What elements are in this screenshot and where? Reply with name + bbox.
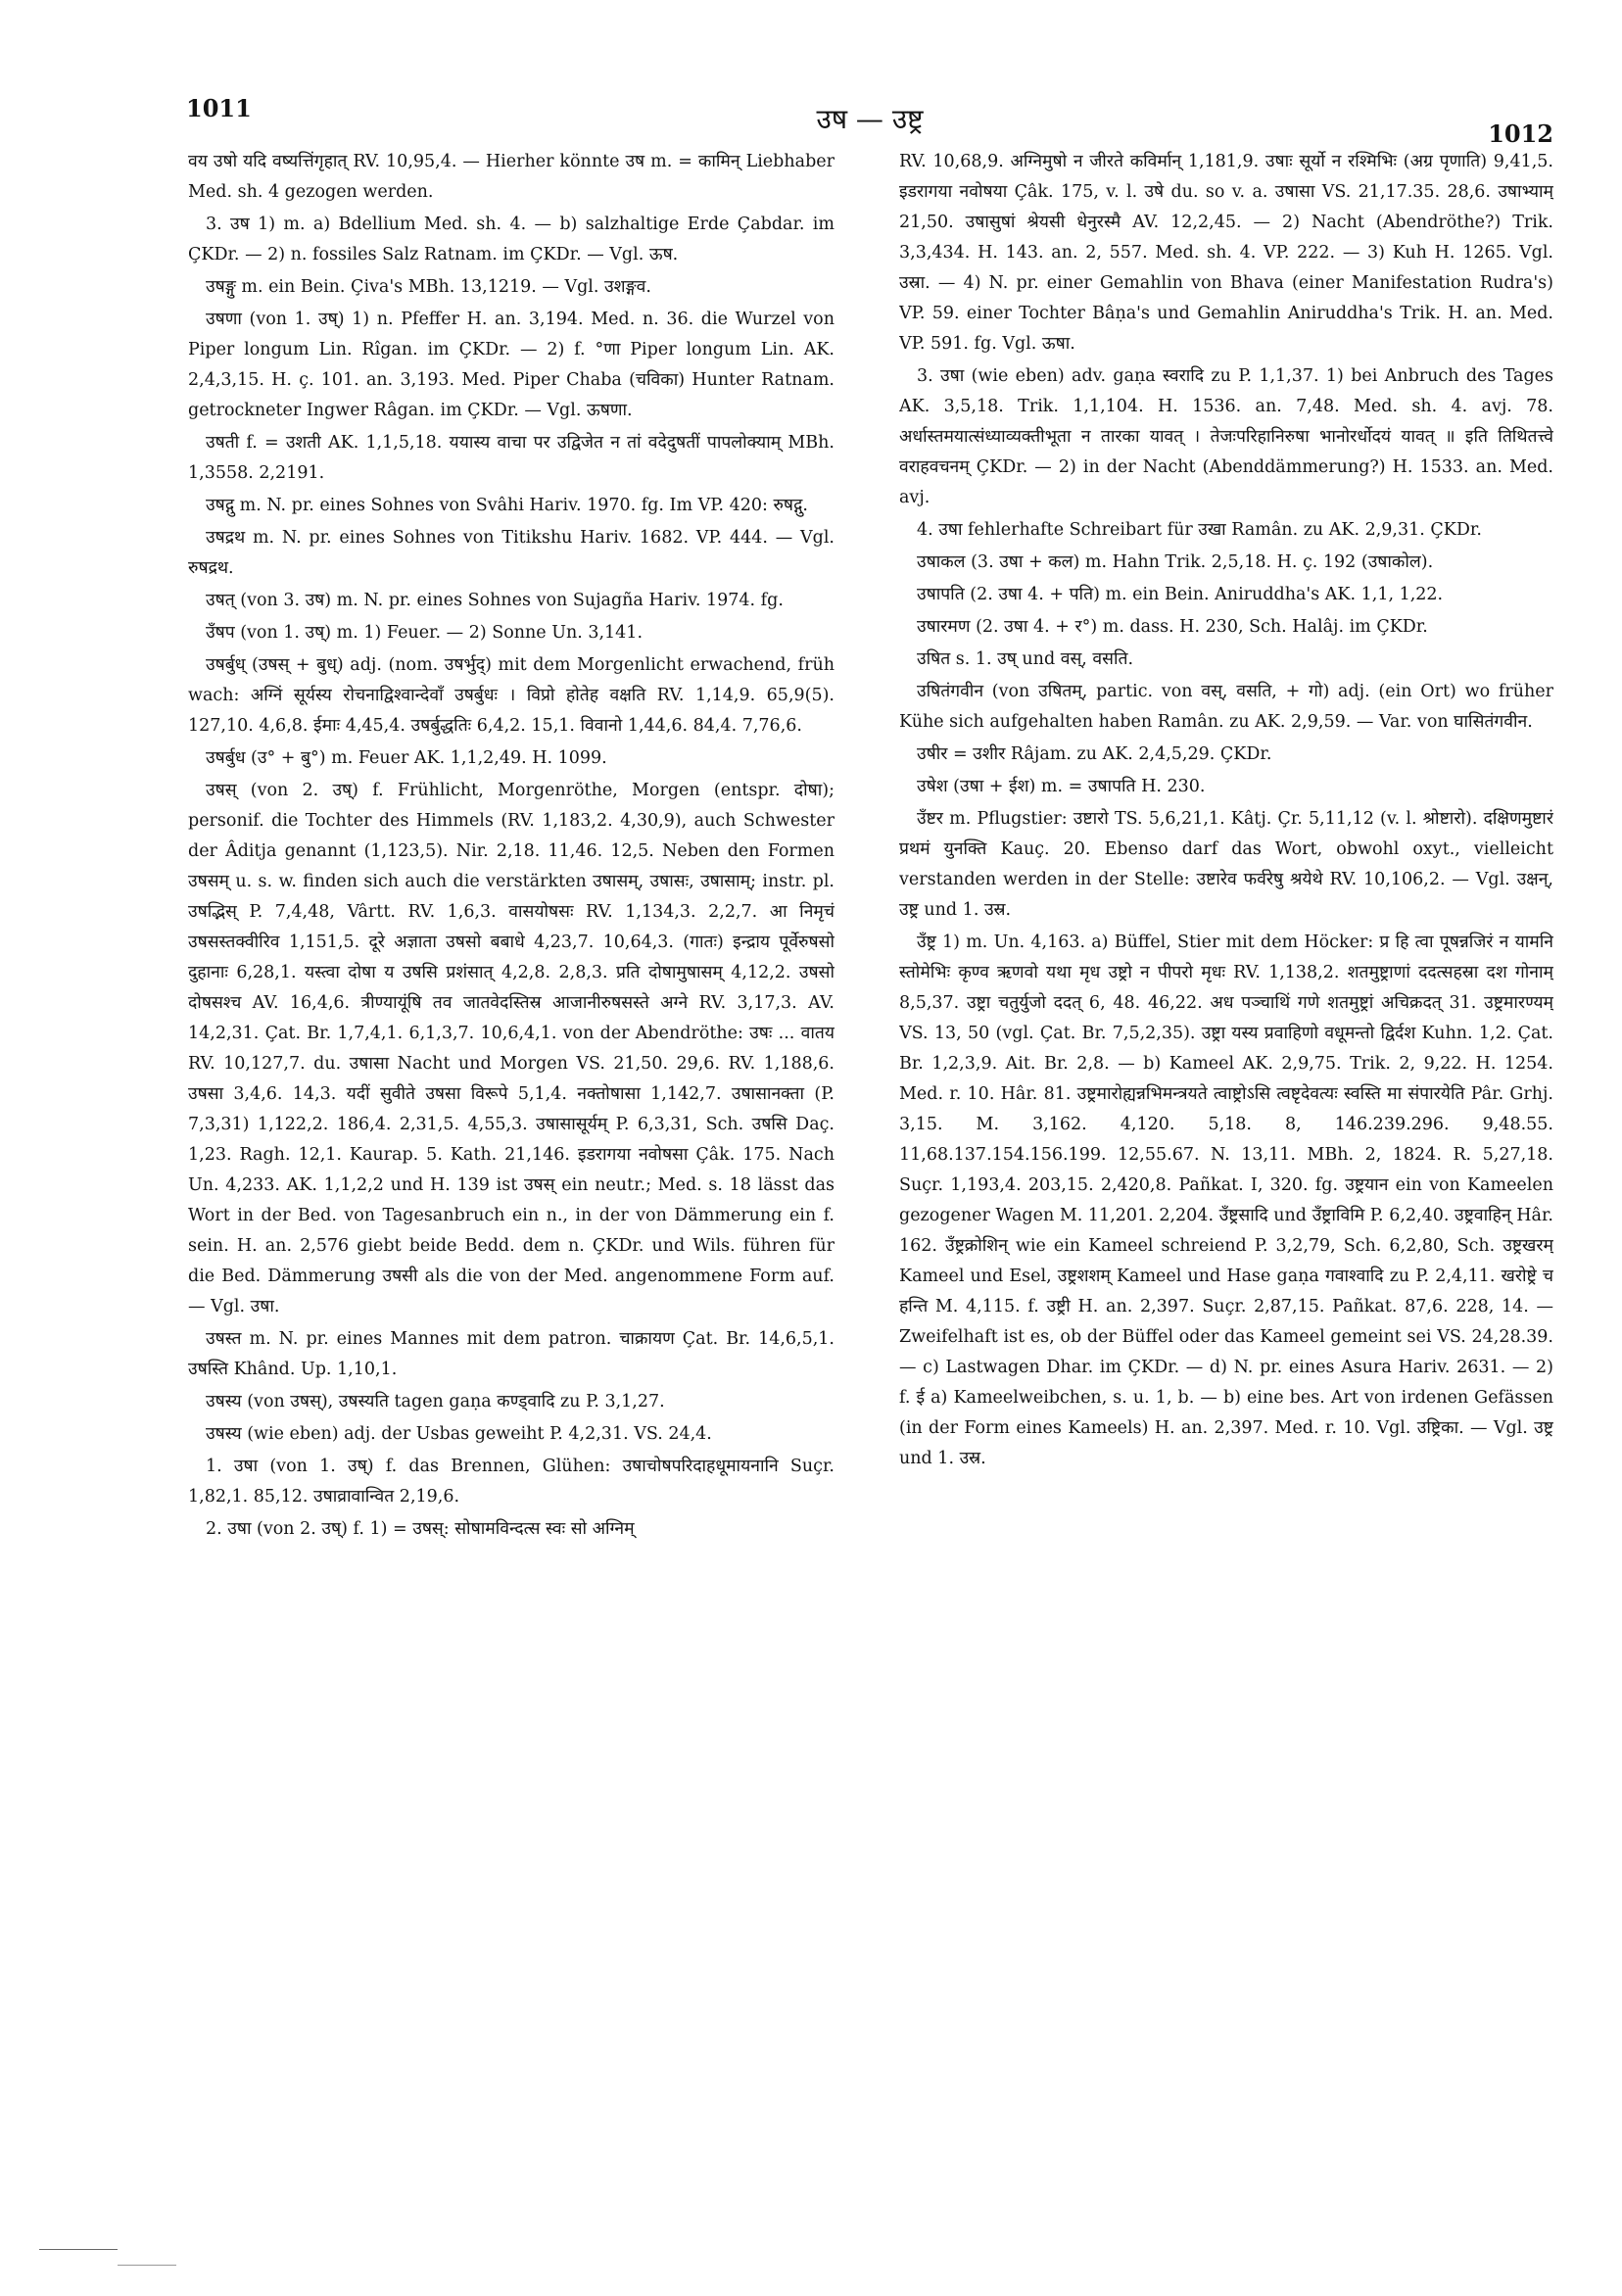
dictionary-entry: उषस्य (von उषस्), उषस्यति tagen gaṇa कण्ड्वादि zu P. 3,1,27. [206, 1392, 665, 1411]
dictionary-entry: उषङ्गु m. ein Bein. Çiva's MBh. 13,1219. — Vgl. उशङ्गव. [206, 277, 651, 297]
dictionary-entry: उषर्बुध (उ° + बु°) m. Feuer AK. 1,1,2,49. H. 1099. [206, 748, 607, 768]
dictionary-entry: उषारमण (2. उषा 4. + र°) m. dass. H. 230, Sch. Halâj. im ÇKDr. [917, 617, 1428, 637]
dictionary-entry: 2. उषा (von 2. उष्) f. 1) = उषस्: सोषामविन्दत्स स्वः सो अग्निम् [206, 1519, 635, 1539]
entry-text: वय उषो यदि वष्यत्तिंगृहात् RV. 10,95,4. — Hierher könnte उष m. = कामिन् Liebhaber Med. sh. 4 gezogen werden. [188, 152, 835, 202]
dictionary-entry: 4. उषा fehlerhafte Schreibart für उखा Ramân. zu AK. 2,9,31. ÇKDr. [917, 520, 1482, 540]
dictionary-entry: उषर्बुध् (उषस् + बुध्) adj. (nom. उषर्भुद्) mit dem Morgenlicht erwachend, früh wach: अग्निं सूर्यस्य रोचनाद्विश्वान्देवाँ उषर्बुधः । विप्रो होतेह वक्षति RV. 1,14,9. 65,9(5). 127,10. 4,6,8. ईमाः 4,45,4. उषर्बुद्धतिः 6,4,2. 15,1. विवानो 1,44,6. 84,4. 7,76,6. [188, 655, 835, 736]
running-header [186, 94, 1553, 148]
dictionary-entry: उषस् (von 2. उष्) f. Frühlicht, Morgenröthe, Morgen (entspr. दोषा); personif. die Tochter des Himmels (RV. 1,183,2. 4,30,9), auch Schwester der Âditja genannt (1,123,5). Nir. 2,18. 11,46. 12,5. Neben den Formen उषसम् u. s. w. finden sich auch die verstärkten उषासम्, उषासः, उषासाम्; instr. pl. उषद्भिस् P. 7,4,48, Vârtt. RV. 1,6,3. वासयोषसः RV. 1,134,3. 2,2,7. आ निमृचं उषसस्तक्वीरिव 1,151,5. दूरे अज्ञाता उषसो बबाधे 4,23,7. 10,64,3. (गातः) इन्द्राय पूर्वेरुषसो दुहानाः 6,28,1. यस्त्वा दोषा य उषसि प्रशंसात् 4,2,8. 2,8,3. प्रति दोषामुषासम् 4,12,2. उषसो दोषसश्च AV. 16,4,6. त्रीण्यायूंषि तव जातवेदस्तिस्र आजानीरुषसस्ते अग्ने RV. 3,17,3. AV. 14,2,31. Çat. Br. 1,7,4,1. 6,1,3,7. 10,6,4,1. von der Abendröthe: उषः ... वातय RV. 10,127,7. du. उषासा Nacht und Morgen VS. 21,50. 29,6. RV. 1,188,6. उषसा 3,4,6. 14,3. यदीं सुवीते उषसा विरूपे 5,1,4. नक्तोषासा 1,142,7. उषासानक्ता (P. 7,3,31) 1,122,2. 186,4. 2,31,5. 4,55,3. उषासासूर्यम् P. 6,3,31, Sch. उषसि Daç. 1,23. Ragh. 12,1. Kaurap. 5. Kath. 21,146. इडरागया नवोषसा Çâk. 175. Nach Un. 4,233. AK. 1,1,2,2 und H. 139 ist उषस् ein neutr.; Med. s. 18 lässt das Wort in der Bed. von Tagesanbruch ein n., in der von Dämmerung ein f. sein. H. an. 2,576 giebt beide Bedd. dem n. ÇKDr. und Wils. führen für die Bed. Dämmerung उषसी als die von der Med. angenommene Form auf. — Vgl. उषा. [188, 781, 835, 1316]
dictionary-entry: उषापति (2. उषा 4. + पति) m. ein Bein. Aniruddha's AK. 1,1, 1,22. [917, 585, 1444, 604]
headword-range: उष — उष्ट्र [816, 103, 924, 135]
dictionary-entry: उँष्टर m. Pflugstier: उष्टारो TS. 5,6,21,1. Kâtj. Çr. 5,11,12 (v. l. श्रोष्टारो). दक्षिणमुष्टारं प्रथमं युनक्ति Kauç. 20. Ebenso darf das Wort, obwohl oxyt., vielleicht verstanden werden in der Stelle: उष्टारेव फर्वरेषु श्रयेथे RV. 10,106,2. — Vgl. उक्षन्, उष्ट्र und 1. उस्र. [899, 809, 1553, 920]
dictionary-entry: 3. उष 1) m. a) Bdellium Med. sh. 4. — b) salzhaltige Erde Çabdar. im ÇKDr. — 2) n. fossiles Salz Ratnam. im ÇKDr. — Vgl. ऊष. [188, 215, 835, 264]
dictionary-entry: उषेश (उषा + ईश) m. = उषापति H. 230. [917, 777, 1206, 796]
dictionary-entry: उषस्य (wie eben) adj. der Usbas geweiht P. 4,2,31. VS. 24,4. [206, 1424, 712, 1444]
entry-text: RV. 10,68,9. अग्निमुषो न जीरते कविर्मान् 1,181,9. उषाः सूर्यो न रश्मिभिः (अग्र पृणाति) 9,41,5. इडरागया नवोषया Çâk. 175, v. l. उषे du. so v. a. उषासा VS. 21,17.35. 28,6. उषाभ्याम् 21,50. उषासुषां श्रेयसी धेनुरस्मै AV. 12,2,45. — 2) Nacht (Abendröthe?) Trik. 3,3,434. H. 143. an. 2, 557. Med. sh. 4. VP. 222. — 3) Kuh H. 1265. Vgl. उस्रा. — 4) N. pr. einer Gemahlin von Bhava (einer Manifestation Rudra's) VP. 59. einer Tochter Bâṇa's und Gemahlin Aniruddha's Trik. H. an. Med. VP. 591. fg. Vgl. ऊषा. [899, 152, 1553, 354]
dictionary-entry: 3. उषा (wie eben) adv. gaṇa स्वरादि zu P. 1,1,37. 1) bei Anbruch des Tages AK. 3,5,18. Trik. 1,1,104. H. 1536. an. 7,48. Med. sh. 4. avj. 78. अर्धास्तमयात्संध्याव्यक्तीभूता न तारका यावत् । तेजःपरिहानिरुषा भानोरर्धोदयं यावत् ॥ इति तिथितत्त्वे वराहवचनम् ÇKDr. — 2) in der Nacht (Abenddämmerung?) H. 1533. an. Med. avj. [899, 366, 1553, 507]
dictionary-entry: उषणा (von 1. उष्) 1) n. Pfeffer H. an. 3,194. Med. n. 36. die Wurzel von Piper longum Lin. Rîgan. im ÇKDr. — 2) f. °णा Piper longum Lin. AK. 2,4,3,15. H. ç. 101. an. 3,193. Med. Piper Chaba (चविका) Hunter Ratnam. getrockneter Ingwer Râgan. im ÇKDr. — Vgl. ऊषणा. [188, 310, 835, 420]
dictionary-entry: 1. उषा (von 1. उष्) f. das Brennen, Glühen: उषाचोषपरिदाहधूमायनानि Suçr. 1,82,1. 85,12. उषाव्रावान्वित 2,19,6. [188, 1457, 835, 1507]
dictionary-entry: उषत् (von 3. उष) m. N. pr. eines Sohnes von Sujagña Hariv. 1974. fg. [206, 591, 784, 610]
right-column [899, 147, 1553, 2214]
footer-rule [39, 2249, 118, 2250]
page-number-left: 1011 [186, 94, 252, 122]
dictionary-entry: उँष्ट्र 1) m. Un. 4,163. a) Büffel, Stier mit dem Höcker: प्र हि त्वा पूषन्नजिरं न यामनि स्तोमेभिः कृण्व ऋणवो यथा मृध उष्ट्रो न पीपरो मृधः RV. 1,138,2. शतमुष्ट्राणां ददत्सहस्रा दश गोनाम् 8,5,37. उष्ट्रा चतुर्युजो ददत् 6, 48. 46,22. अध पञ्चाथिं गणे शतमुष्ट्रां अचिक्रदत् 31. उष्ट्रमारण्यम् VS. 13, 50 (vgl. Çat. Br. 7,5,2,35). उष्ट्रा यस्य प्रवाहिणो वधूमन्तो द्विर्दश Kuhn. 1,2. Çat. Br. 1,2,3,9. Ait. Br. 2,8. — b) Kameel AK. 2,9,75. Trik. 2, 9,22. H. 1254. Med. r. 10. Hâr. 81. उष्ट्रमारोह्यन्नभिमन्त्रयते त्वाष्ट्रोऽसि त्वष्टृदेवत्यः स्वस्ति मा संपारयेति Pâr. Grhj. 3,15. M. 3,162. 4,120. 5,18. 8, 146.239.296. 9,48.55. 11,68.137.154.156.199. 12,55.67. N. 13,11. MBh. 2, 1824. R. 5,27,18. Suçr. 1,193,4. 203,15. 2,420,8. Pañkat. I, 320. fg. उष्ट्रयान ein von Kameelen gezogener Wagen M. 11,201. 2,204. उँष्ट्रसादि und उँष्ट्राविमि P. 6,2,40. उष्ट्रवाहिन् Hâr. 162. उँष्ट्रक्रोशिन् wie ein Kameel schreiend P. 3,2,79, Sch. 6,2,80, Sch. उष्ट्रखरम् Kameel und Esel, उष्ट्रशशम् Kameel und Hase gaṇa गवाश्वादि zu P. 2,4,11. खरोष्ट्रे च हन्ति M. 4,115. f. उष्ट्री H. an. 2,397. Suçr. 2,87,15. Pañkat. 87,6. 228, 14. — Zweifelhaft ist es, ob der Büffel oder das Kameel gemeint sei VS. 24,28.39. — c) Lastwagen Dhar. im ÇKDr. — d) N. pr. eines Asura Hariv. 2631. — 2) f. ई a) Kameelweibchen, s. u. 1, b. — b) eine bes. Art von irdenen Gefässen (in der Form eines Kameels) H. an. 2,397. Med. r. 10. Vgl. उष्ट्रिका. — Vgl. उष्ट्र und 1. उस्र. [899, 933, 1553, 1468]
dictionary-entry: उषाकल (3. उषा + कल) m. Hahn Trik. 2,5,18. H. ç. 192 (उषाकोल). [917, 552, 1434, 572]
footer-rule [118, 2265, 176, 2266]
dictionary-entry: उषद्गु m. N. pr. eines Sohnes von Svâhi Hariv. 1970. fg. Im VP. 420: रुषद्गु. [206, 496, 808, 515]
dictionary-entry: उषितंगवीन (von उषितम्, partic. von वस्, वसति, + गो) adj. (ein Ort) wo früher Kühe sich aufgehalten haben Ramân. zu AK. 2,9,59. — Var. von घासितंगवीन. [899, 682, 1553, 732]
dictionary-entry: उषीर = उशीर Râjam. zu AK. 2,4,5,29. ÇKDr. [917, 744, 1272, 764]
dictionary-entry: उषती f. = उशती AK. 1,1,5,18. ययास्य वाचा पर उद्विजेत न तां वदेदुषतीं पापलोक्याम् MBh. 1,3558. 2,2191. [188, 433, 835, 483]
dictionary-entry: उषस्त m. N. pr. eines Mannes mit dem patron. चाक्रायण Çat. Br. 14,6,5,1. उषस्ति Khând. Up. 1,10,1. [188, 1329, 835, 1379]
left-column [188, 147, 835, 2214]
dictionary-entry: उषद्रथ m. N. pr. eines Sohnes von Titikshu Hariv. 1682. VP. 444. — Vgl. रुषद्रथ. [188, 528, 835, 578]
dictionary-entry: उँषप (von 1. उष्) m. 1) Feuer. — 2) Sonne Un. 3,141. [206, 623, 644, 643]
page-number-right: 1012 [1488, 120, 1553, 148]
dictionary-entry: उषित s. 1. उष् und वस्, वसति. [917, 649, 1134, 669]
